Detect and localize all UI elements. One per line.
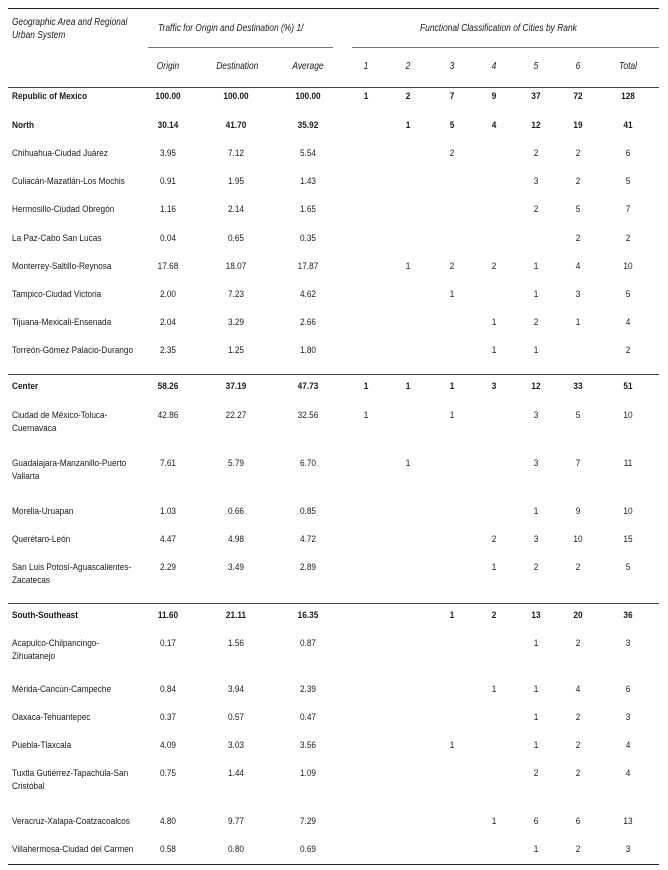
table-cell: 1.43 (299, 176, 317, 187)
table-cell: 17.87 (297, 261, 319, 272)
table-cell: 1 (405, 458, 411, 469)
table-cell: 7.29 (299, 816, 317, 827)
table-cell: 2.39 (299, 684, 317, 695)
table-cell: 1 (405, 261, 411, 272)
table-cell: 2 (533, 317, 539, 328)
column-header: Destination (216, 61, 259, 72)
table-cell: 12 (531, 120, 541, 131)
urban-system-label: Tuxtla Gutiérrez-Tapachula-San Cristóbal (12, 768, 129, 792)
table-cell: 0.66 (227, 506, 245, 517)
table-cell: 0.69 (299, 844, 317, 855)
column-header: 6 (575, 61, 581, 72)
table-cell: 100.00 (223, 91, 249, 102)
table-cell: 19 (573, 120, 583, 131)
table-cell: 7 (449, 91, 455, 102)
table-cell: 2 (449, 261, 455, 272)
table-cell: 2 (575, 844, 581, 855)
table-cell: 0.35 (299, 233, 317, 244)
table-cell: 5 (625, 289, 631, 300)
urban-system-label: Querétaro-León (12, 534, 71, 545)
table-cell: 35.92 (297, 120, 319, 131)
column-header: 5 (533, 61, 539, 72)
table-cell: 3 (491, 381, 497, 392)
table-cell: 2 (575, 176, 581, 187)
table-cell: 33 (573, 381, 583, 392)
table-cell: 5.79 (227, 458, 245, 469)
table-cell: 1 (363, 91, 369, 102)
urban-system-label: Guadalajara-Manzanillo-Puerto Vallarta (12, 458, 127, 482)
table-cell: 1 (405, 381, 411, 392)
urban-system-label: Puebla-Tlaxcala (12, 740, 72, 751)
table-cell: 7.61 (159, 458, 177, 469)
column-header: Origin (156, 61, 180, 72)
table-cell: 2 (625, 345, 631, 356)
table-cell: 1 (363, 381, 369, 392)
table-cell: 1 (491, 345, 497, 356)
table-cell: 7.12 (227, 148, 245, 159)
table-cell: 100.00 (295, 91, 321, 102)
table-cell: 10 (623, 261, 633, 272)
table-cell: 10 (623, 506, 633, 517)
urban-system-label: La Paz-Cabo San Lucas (12, 233, 102, 244)
table-cell: 1 (491, 562, 497, 573)
table-cell: 1 (533, 740, 539, 751)
table-cell: 4 (491, 120, 497, 131)
table-cell: 6 (533, 816, 539, 827)
table-cell: 2 (449, 148, 455, 159)
urban-system-label: Hermosillo-Ciudad Obregón (12, 204, 115, 215)
table-cell: 13 (623, 816, 633, 827)
table-cell: 3.95 (159, 148, 177, 159)
table-cell: 3.49 (227, 562, 245, 573)
table-cell: 4.72 (299, 534, 317, 545)
column-header: Average (292, 61, 324, 72)
traffic-subrule (148, 47, 333, 48)
table-cell: 17.68 (157, 261, 179, 272)
table-cell: 4 (575, 684, 581, 695)
table-cell: 3 (533, 410, 539, 421)
table-cell: 1 (533, 345, 539, 356)
table-cell: 1.25 (227, 345, 245, 356)
table-cell: 22.27 (225, 410, 247, 421)
urban-system-label: Culiacán-Mazatlán-Los Mochis (12, 176, 125, 187)
column-header: 4 (491, 61, 497, 72)
table-cell: 1 (363, 410, 369, 421)
table-cell: 1.09 (299, 768, 317, 779)
table-cell: 1.44 (227, 768, 245, 779)
table-cell: 3 (533, 458, 539, 469)
table-cell: 1.65 (299, 204, 317, 215)
urban-system-label: San Luis Potosí-Aguascalientes-Zacatecas (12, 562, 132, 586)
urban-system-label: Chihuahua-Ciudad Juárez (12, 148, 108, 159)
table-cell: 5 (575, 410, 581, 421)
urban-system-label: Torreón-Gómez Palacio-Durango (12, 345, 134, 356)
table-cell: 16.35 (297, 610, 319, 621)
table-cell: 1.03 (159, 506, 177, 517)
table-cell: 2 (575, 562, 581, 573)
table-top-rule (8, 8, 659, 9)
table-cell: 11 (623, 458, 633, 469)
region-label: South-Southeast (12, 610, 79, 621)
table-cell: 2 (533, 562, 539, 573)
region-label: Republic of Mexico (12, 91, 88, 102)
table-cell: 3.03 (227, 740, 245, 751)
table-cell: 0.80 (227, 844, 245, 855)
table-cell: 3 (533, 176, 539, 187)
table-cell: 3 (575, 289, 581, 300)
table-cell: 1.95 (227, 176, 245, 187)
table-cell: 4 (625, 768, 631, 779)
table-cell: 128 (621, 91, 635, 102)
urban-system-label: Morelia-Uruapan (12, 506, 74, 517)
table-cell: 0.84 (159, 684, 177, 695)
table-cell: 0.75 (159, 768, 177, 779)
table-cell: 37 (531, 91, 541, 102)
table-cell: 4 (575, 261, 581, 272)
table-cell: 13 (531, 610, 541, 621)
table-cell: 0.85 (299, 506, 317, 517)
table-cell: 3 (625, 844, 631, 855)
table-cell: 1 (533, 261, 539, 272)
table-cell: 6.70 (299, 458, 317, 469)
table-cell: 6 (625, 684, 631, 695)
column-header: 1 (363, 61, 369, 72)
table-cell: 6 (625, 148, 631, 159)
table-cell: 21.11 (225, 610, 247, 621)
table-cell: 2.04 (159, 317, 177, 328)
table-cell: 3.56 (299, 740, 317, 751)
urban-system-label: Monterrey-Saltillo-Reynosa (12, 261, 112, 272)
table-cell: 2.89 (299, 562, 317, 573)
table-cell: 2.00 (159, 289, 177, 300)
table-cell: 15 (623, 534, 633, 545)
table-cell: 9 (491, 91, 497, 102)
table-cell: 41 (623, 120, 633, 131)
header-area: Geographic Area and Regional Urban System (12, 17, 128, 41)
table-cell: 11.60 (157, 610, 179, 621)
table-cell: 4.09 (159, 740, 177, 751)
table-cell: 3 (533, 534, 539, 545)
table-cell: 1 (491, 684, 497, 695)
urban-system-label: Mérida-Cancún-Campeche (12, 684, 112, 695)
table-cell: 12 (531, 381, 541, 392)
table-cell: 3 (625, 638, 631, 649)
table-cell: 1 (533, 844, 539, 855)
table-cell: 2 (575, 148, 581, 159)
column-header: Total (619, 61, 637, 72)
table-cell: 4.47 (159, 534, 177, 545)
urban-system-label: Tijuana-Mexicali-Ensenada (12, 317, 112, 328)
table-cell: 5 (625, 176, 631, 187)
header-bottom-rule (8, 87, 659, 88)
table-cell: 1 (449, 740, 455, 751)
table-cell: 1.56 (227, 638, 245, 649)
table-cell: 3.94 (227, 684, 245, 695)
table-cell: 0.37 (159, 712, 177, 723)
table-cell: 2 (533, 768, 539, 779)
table-cell: 42.86 (157, 410, 179, 421)
table-cell: 7 (575, 458, 581, 469)
table-cell: 1 (533, 638, 539, 649)
table-cell: 5 (575, 204, 581, 215)
section-divider (8, 603, 659, 604)
table-cell: 1 (491, 317, 497, 328)
table-cell: 1 (405, 120, 411, 131)
table-cell: 2 (533, 204, 539, 215)
table-cell: 1 (449, 410, 455, 421)
table-cell: 2 (575, 712, 581, 723)
table-cell: 0.65 (227, 233, 245, 244)
table-cell: 5 (449, 120, 455, 131)
table-cell: 2 (575, 638, 581, 649)
table-cell: 2 (575, 740, 581, 751)
table-cell: 6 (575, 816, 581, 827)
table-cell: 72 (573, 91, 583, 102)
table-cell: 36 (623, 610, 633, 621)
table-cell: 58.26 (157, 381, 179, 392)
urban-system-label: Acapulco-Chilpancingo-Zihuatanejo (12, 638, 100, 662)
table-cell: 41.70 (225, 120, 247, 131)
table-cell: 5.54 (299, 148, 317, 159)
table-cell: 2 (575, 233, 581, 244)
table-cell: 4 (625, 740, 631, 751)
table-cell: 2.29 (159, 562, 177, 573)
table-cell: 1 (575, 317, 581, 328)
table-cell: 2 (491, 534, 497, 545)
table-cell: 9 (575, 506, 581, 517)
functional-subrule (352, 47, 659, 48)
table-cell: 0.58 (159, 844, 177, 855)
column-header: 3 (449, 61, 455, 72)
table-cell: 2 (491, 261, 497, 272)
urban-system-label: Ciudad de México-Toluca-Cuernavaca (12, 410, 108, 434)
table-cell: 2 (533, 148, 539, 159)
table-cell: 0.91 (159, 176, 177, 187)
section-divider (8, 374, 659, 375)
urban-system-label: Tampico-Ciudad Victoria (12, 289, 102, 300)
table-cell: 2.35 (159, 345, 177, 356)
header-functional: Functional Classification of Cities by Rank (420, 23, 577, 34)
table-cell: 1.80 (299, 345, 317, 356)
table-cell: 47.73 (297, 381, 319, 392)
column-header: 2 (405, 61, 411, 72)
table-cell: 4.80 (159, 816, 177, 827)
urban-system-label: Villahermosa-Ciudad del Carmen (12, 844, 134, 855)
table-cell: 1 (533, 506, 539, 517)
table-cell: 10 (623, 410, 633, 421)
table-cell: 32.56 (297, 410, 319, 421)
urban-system-label: Veracruz-Xalapa-Coatzacoalcos (12, 816, 130, 827)
table-cell: 10 (573, 534, 583, 545)
table-cell: 7.23 (227, 289, 245, 300)
table-cell: 9.77 (227, 816, 245, 827)
table-cell: 4.98 (227, 534, 245, 545)
table-cell: 1 (533, 712, 539, 723)
table-cell: 7 (625, 204, 631, 215)
table-cell: 1 (449, 610, 455, 621)
table-cell: 3.29 (227, 317, 245, 328)
table-cell: 20 (573, 610, 583, 621)
table-cell: 18.07 (225, 261, 247, 272)
table-cell: 1 (533, 684, 539, 695)
table-cell: 1.16 (159, 204, 177, 215)
table-cell: 4 (625, 317, 631, 328)
table-cell: 2.66 (299, 317, 317, 328)
table-cell: 1 (491, 816, 497, 827)
table-cell: 0.04 (159, 233, 177, 244)
region-label: North (12, 120, 34, 131)
header-traffic: Traffic for Origin and Destination (%) 1/ (158, 23, 304, 34)
table-cell: 37.19 (225, 381, 247, 392)
table-cell: 0.17 (159, 638, 177, 649)
table-cell: 30.14 (157, 120, 179, 131)
table-cell: 3 (625, 712, 631, 723)
table-bottom-rule (8, 864, 659, 865)
table-cell: 0.87 (299, 638, 317, 649)
table-cell: 2 (575, 768, 581, 779)
table-cell: 100.00 (155, 91, 181, 102)
table-cell: 0.57 (227, 712, 245, 723)
table-cell: 5 (625, 562, 631, 573)
region-label: Center (12, 381, 39, 392)
table-cell: 2 (625, 233, 631, 244)
table-cell: 1 (449, 289, 455, 300)
table-cell: 51 (623, 381, 633, 392)
urban-system-label: Oaxaca-Tehuantepec (12, 712, 91, 723)
table-cell: 4.62 (299, 289, 317, 300)
table-cell: 2 (405, 91, 411, 102)
table-cell: 1 (449, 381, 455, 392)
table-cell: 2.14 (227, 204, 245, 215)
table-cell: 0.47 (299, 712, 317, 723)
table-cell: 2 (491, 610, 497, 621)
table-cell: 1 (533, 289, 539, 300)
